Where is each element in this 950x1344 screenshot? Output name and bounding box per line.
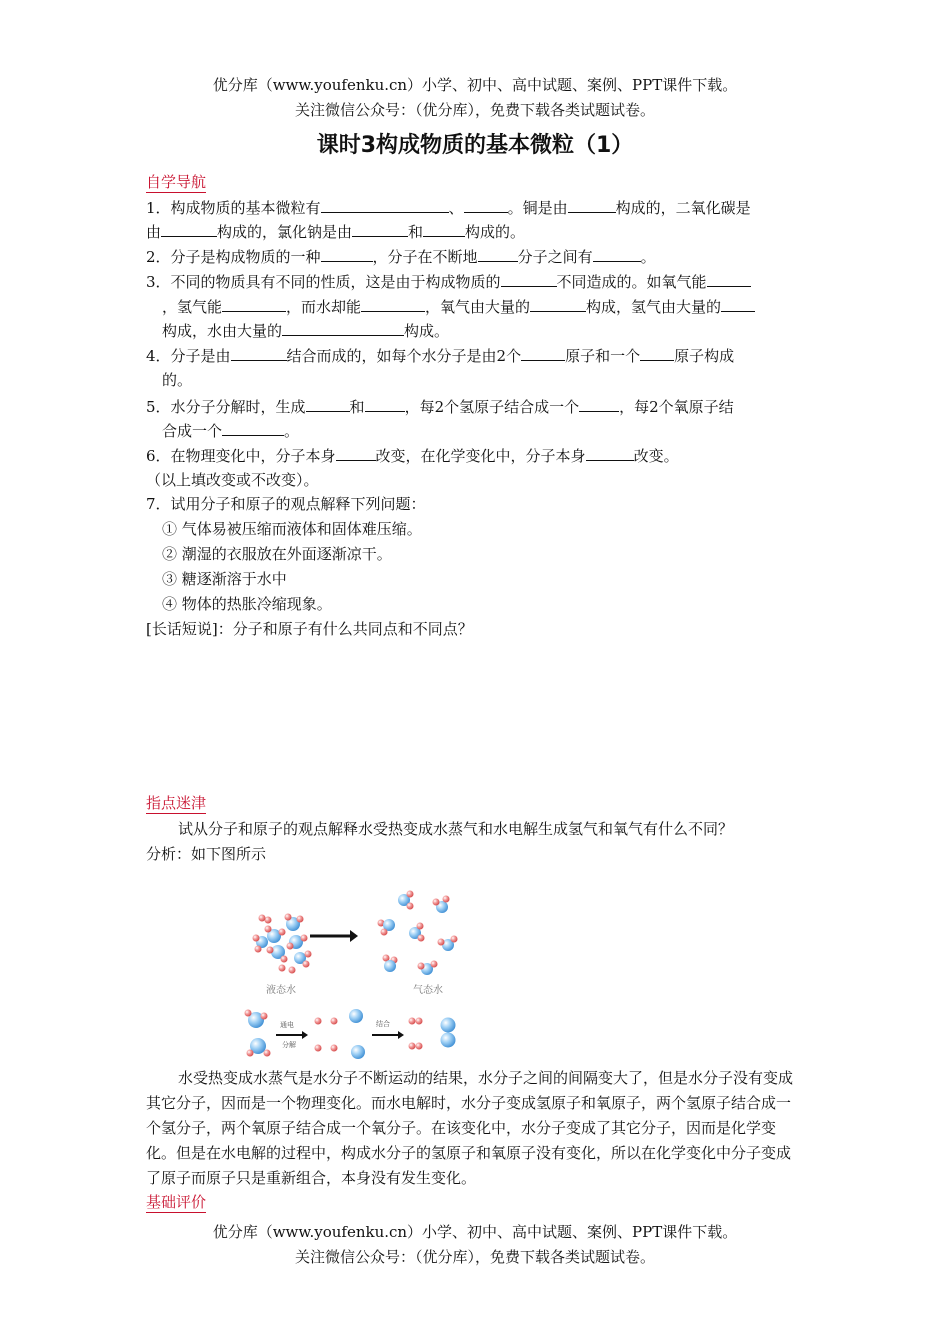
arrow-icon bbox=[310, 930, 358, 942]
section-eval: 基础评价 bbox=[146, 1193, 207, 1211]
question-5-line-b: 合成一个 。 bbox=[162, 422, 300, 440]
header-line-1: 优分库（www.youfenku.cn）小学、初中、高中试题、案例、PPT课件下载。 bbox=[212, 76, 738, 94]
question-6-note: （以上填改变或不改变）。 bbox=[146, 471, 319, 489]
product-molecules bbox=[409, 1018, 456, 1050]
question-5-line-a: 5．水分子分解时，生成 和 ，每2个氢原子结合成一个 ，每2个氧原子结 bbox=[146, 398, 734, 416]
footer-line-2: 关注微信公众号：（优分库），免费下载各类试题试卷。 bbox=[294, 1248, 655, 1266]
question-4-line-b: 的。 bbox=[162, 371, 193, 389]
section-tips: 指点迷津 bbox=[146, 794, 207, 812]
question-1-line-a: 1．构成物质的基本微粒有 、 。铜是由 构成的，二氧化碳是 bbox=[146, 199, 751, 217]
arrow-icon bbox=[276, 1031, 308, 1039]
question-6: 6．在物理变化中，分子本身 改变，在化学变化中，分子本身 改变。 bbox=[146, 447, 679, 465]
separated-atoms bbox=[315, 1009, 366, 1059]
question-2: 2．分子是构成物质的一种 ，分子在不断地 分子之间有 。 bbox=[146, 248, 656, 266]
question-3-line-c: 构成，水由大量的 构成。 bbox=[162, 322, 450, 340]
step1-bottom-label: 分解 bbox=[282, 1041, 296, 1049]
tips-question: 试从分子和原子的观点解释水受热变成水蒸气和水电解生成氢气和氧气有什么不同？ bbox=[178, 820, 734, 838]
talk-prompt: [长话短说]：分子和原子有什么共同点和不同点？ bbox=[146, 620, 473, 638]
footer-line-1: 优分库（www.youfenku.cn）小学、初中、高中试题、案例、PPT课件下载。 bbox=[212, 1223, 738, 1241]
tips-analysis: 分析：如下图所示 bbox=[146, 845, 267, 863]
header-line-2: 关注微信公众号：（优分库），免费下载各类试题试卷。 bbox=[294, 101, 655, 119]
question-7-item-3: ③ 糖逐渐溶于水中 bbox=[162, 570, 287, 588]
electrolysis-water-molecules bbox=[245, 1010, 271, 1057]
step2-top-label: 结合 bbox=[376, 1020, 390, 1028]
question-3-line-b: ，氢气能 ，而水却能 ，氧气由大量的 构成，氢气由大量的 bbox=[162, 296, 755, 317]
tips-explanation: 水受热变成水蒸气是水分子不断运动的结果，水分子之间的间隔变大了，但是水分子没有变成其它分子，因而是一个物理变化。而水电解时，水分子变成氢原子和氧原子，两个氢原子结合成一个氢分子，两个氧原子结合成一个氧分子。在该变化中，水分子变成了其它分子，因而是化学变化。但是在水电解的过程中，构成水分子的氢原子和氧原子没有变化，所以在化学变化中分子变成了原子而原子只是重新组合，本身没有发生变化。 bbox=[146, 1069, 794, 1187]
water-molecule-figure bbox=[238, 880, 478, 1065]
page-title: 课时3构成物质的基本微粒（1） bbox=[316, 133, 634, 158]
liquid-water-label: 液态水 bbox=[266, 985, 296, 996]
question-7-item-2: ② 潮湿的衣服放在外面逐渐凉干。 bbox=[162, 545, 392, 563]
gaseous-water-molecules bbox=[378, 891, 458, 976]
question-7: 7．试用分子和原子的观点解释下列问题： bbox=[146, 495, 426, 513]
question-3-line-a: 3．不同的物质具有不同的性质，这是由于构成物质的 不同造成的。如氧气能 bbox=[146, 271, 751, 292]
question-7-item-1: ① 气体易被压缩而液体和固体难压缩。 bbox=[162, 520, 422, 538]
section-guide: 自学导航 bbox=[146, 173, 207, 191]
liquid-water-molecules bbox=[253, 914, 312, 974]
question-4-line-a: 4．分子是由 结合而成的，如每个水分子是由2个 原子和一个 原子构成 bbox=[146, 347, 735, 365]
arrow-icon bbox=[372, 1031, 404, 1039]
question-1-line-b: 由 构成的，氯化钠是由 和 构成的。 bbox=[146, 223, 526, 241]
question-7-item-4: ④ 物体的热胀冷缩现象。 bbox=[162, 595, 332, 613]
step1-top-label: 通电 bbox=[280, 1021, 294, 1029]
gas-water-label: 气态水 bbox=[413, 985, 443, 996]
